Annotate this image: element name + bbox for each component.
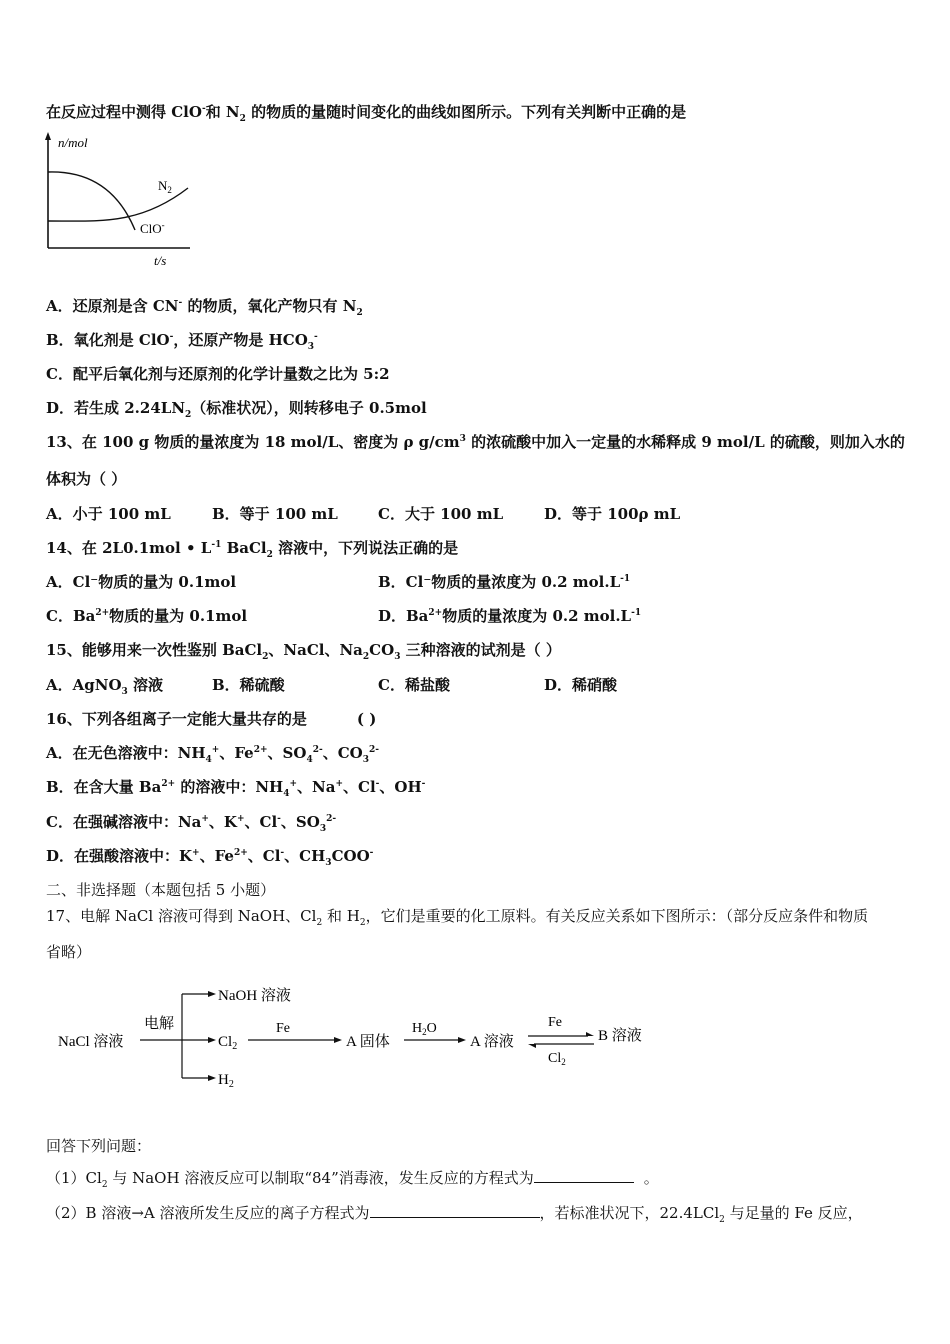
option-14-C[interactable]: C．$Ba^{2+}$物质的量为 0.1mol — [46, 607, 248, 625]
section-heading: 二、非选择题（本题包括 5 小题） — [46, 881, 276, 899]
y-axis-label: n/mol — [58, 135, 88, 150]
question-17-stem-line2: 省略） — [46, 943, 92, 961]
nacl-solution-node: NaCl 溶液 — [58, 1034, 124, 1050]
option-14-A[interactable]: A．Cl⁻物质的量为 0.1mol — [46, 573, 237, 591]
electrolysis-label: 电解 — [144, 1016, 175, 1032]
stem-text: 在反应过程中测得 ClO — [46, 103, 202, 121]
option-12-A[interactable]: A．还原剂是含 CN- 的物质，氧化产物只有 $N_2$ — [46, 297, 363, 318]
cl2-reverse-label: $Cl_2$ — [548, 1051, 566, 1067]
stem-text: 的物质的量随时间变化的曲线如图所示。下列有关判断中正确的是 — [245, 103, 687, 121]
option-15-D[interactable]: D．稀硝酸 — [544, 676, 618, 694]
question-12-stem — [46, 102, 686, 122]
arrow-icon — [208, 1037, 216, 1043]
question-13-stem-line2: 体积为（ ） — [46, 470, 127, 488]
question-17-stem: 17、电解 NaCl 溶液可得到 NaOH、$Cl_2$ 和 $H_2$，它们是重要的化工原料。有关反应关系如下图所示：（部分反应条件和物质 — [46, 907, 869, 928]
question-17-part2: （2）B 溶液→A 溶液所发生反应的离子方程式为 ，若标准状况下，22.4LCl$_2$ 与足量的 Fe 反应， — [46, 1204, 863, 1225]
arrow-icon — [208, 991, 216, 997]
y-axis-arrow-icon — [45, 132, 51, 140]
option-16-C[interactable]: C．在强碱溶液中：Na+、K+、Cl-、$SO_3^{2-}$ — [46, 813, 337, 834]
option-13-A[interactable]: A．小于 100 mL — [46, 505, 171, 523]
reaction-flow-diagram — [50, 980, 670, 1095]
option-15-C[interactable]: C．稀盐酸 — [378, 676, 450, 694]
option-14-B[interactable]: B．Cl⁻物质的量浓度为 0.2 $mol.L^{-1}$ — [378, 573, 631, 591]
question-13-stem: 13、在 100 g 物质的量浓度为 18 mol/L、密度为 ρ $g/cm^3$ 的浓硫酸中加入一定量的水稀释成 9 mol/L 的硫酸，则加入水的 — [46, 433, 905, 451]
option-12-C[interactable]: C．配平后氧化剂与还原剂的化学计量数之比为 5:2 — [46, 365, 390, 383]
answer-blank[interactable] — [370, 1203, 540, 1218]
stem-superscript: - — [201, 104, 206, 114]
option-14-D[interactable]: D．$Ba^{2+}$物质的量浓度为 0.2 $mol.L^{-1}$ — [378, 607, 642, 625]
option-12-B[interactable]: B．氧化剂是 ClO-，还原产物是 $HCO_3^-$ — [46, 331, 318, 352]
a-solution-node: A 溶液 — [470, 1034, 514, 1050]
question-15-stem: 15、能够用来一次性鉴别 BaCl$_2$、NaCl、$Na_2CO_3$ 三种溶液的试剂是（ ） — [46, 641, 561, 662]
clo-curve-label: ClO- — [140, 220, 165, 236]
x-axis-label: t/s — [154, 253, 167, 268]
option-13-D[interactable]: D．等于 100ρ mL — [544, 505, 681, 523]
clo-n2-graph — [40, 130, 200, 270]
question-14-stem: 14、在 2L0.1mol • $L^{-1}$ BaCl$_2$ 溶液中，下列说法正确的是 — [46, 539, 459, 560]
arrow-icon — [208, 1075, 216, 1081]
n2-curve-label: $N_2$ — [158, 178, 172, 195]
h2-node: $H_2$ — [218, 1072, 234, 1090]
option-15-A[interactable]: A．AgNO$_3$ 溶液 — [46, 676, 164, 697]
question-16-stem: 16、下列各组离子一定能大量共存的是 ( ) — [46, 710, 377, 728]
option-16-D[interactable]: D．在强酸溶液中：K+、$Fe^{2+}$、Cl-、$CH_3COO^-$ — [46, 847, 374, 868]
stem-subscript: 2 — [239, 114, 246, 124]
option-12-D[interactable]: D．若生成 $2.24LN_2$（标准状况），则转移电子 0.5mol — [46, 399, 427, 420]
h2o-reagent-label: $H_2O$ — [412, 1021, 437, 1037]
arrow-icon — [458, 1037, 466, 1043]
cl2-node: $Cl_2$ — [218, 1034, 238, 1052]
question-17-part1: $(1)Cl_2$ 与 NaOH 溶液反应可以制取“84”消毒液，发生反应的方程式为 。 — [46, 1169, 659, 1190]
option-15-B[interactable]: B．稀硫酸 — [212, 676, 285, 694]
arrow-icon — [586, 1032, 594, 1036]
option-13-B[interactable]: B．等于 100 mL — [212, 505, 338, 523]
answer-blank[interactable] — [534, 1168, 634, 1183]
a-solid-node: A 固体 — [346, 1034, 390, 1050]
arrow-icon — [334, 1037, 342, 1043]
option-16-A[interactable]: A．在无色溶液中：$NH_4^+$、$Fe^{2+}$、$SO_4^{2-}$、$CO_3^{2-}$ — [46, 744, 379, 765]
fe-reagent-label: Fe — [276, 1021, 290, 1036]
stem-text: 和 N — [205, 103, 240, 121]
b-solution-node: B 溶液 — [598, 1028, 642, 1044]
fe-forward-label: Fe — [548, 1015, 562, 1030]
option-16-B[interactable]: B．在含大量 $Ba^{2+}$ 的溶液中：$NH_4^+$、Na+、Cl-、OH- — [46, 778, 426, 799]
answer-prompt: 回答下列问题： — [46, 1137, 152, 1155]
naoh-solution-node: NaOH 溶液 — [218, 988, 291, 1004]
option-13-C[interactable]: C．大于 100 mL — [378, 505, 504, 523]
arrow-icon — [528, 1044, 536, 1048]
